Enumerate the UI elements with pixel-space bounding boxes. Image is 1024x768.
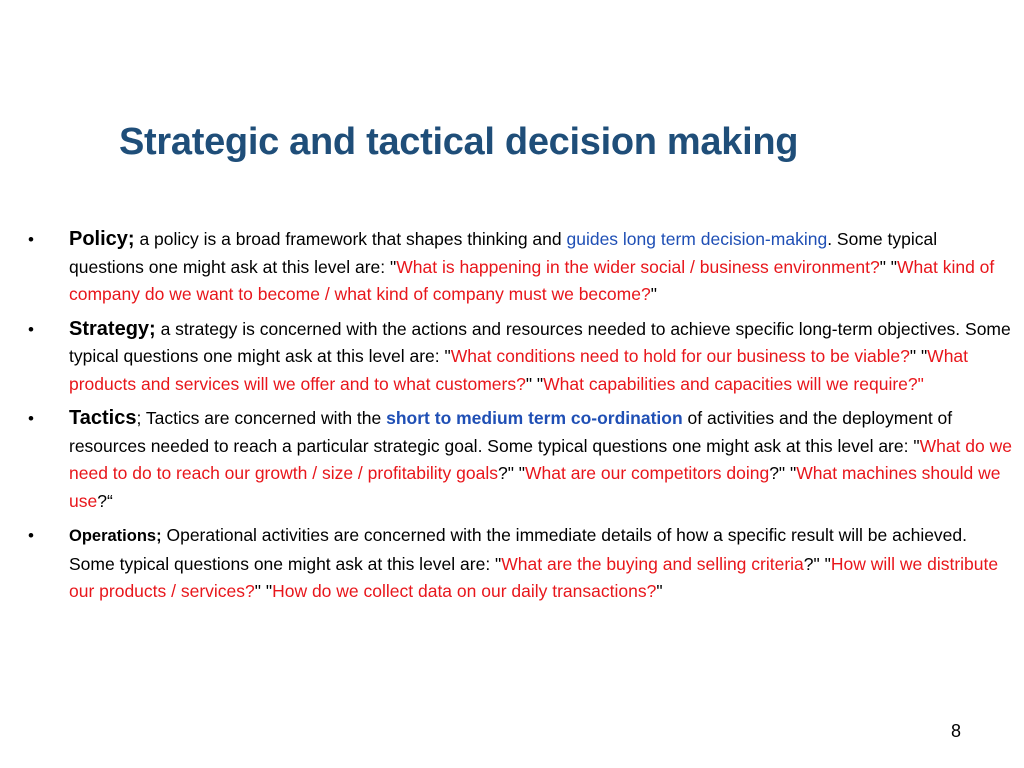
strategy-text-1: a strategy is concerned with the actions and resources needed to achieve specific long-term objectives. Some typical questions one might ask at this level are: " xyxy=(69,318,1011,366)
term-policy: Policy; xyxy=(69,228,135,250)
strategy-text-3: " " xyxy=(525,373,544,394)
strategy-question-1: What conditions need to hold for our business to be viable? xyxy=(450,346,910,366)
policy-text-2: . Some typical questions one might ask at this level are: " xyxy=(69,229,938,277)
operations-text-1: Operational activities are concerned with the immediate details of how a specific result will be achieved. Some typical questions one might ask at this level are: " xyxy=(69,525,968,574)
tactics-text-3: ?" " xyxy=(498,463,526,483)
bullet-tactics xyxy=(26,405,1016,515)
strategy-question-3: What capabilities and capacities will we require?" xyxy=(543,373,924,394)
policy-highlight: guides long term decision-making xyxy=(566,229,828,249)
strategy-text-2: " " xyxy=(909,346,928,366)
bullet-dot: • xyxy=(28,319,34,339)
tactics-highlight: short to medium term co-ordination xyxy=(386,408,683,428)
strategy-question-2: What products and services will we offer and to what customers? xyxy=(69,346,969,394)
policy-text-3: " " xyxy=(879,256,897,277)
policy-text-4: " xyxy=(650,284,657,304)
operations-text-4: " xyxy=(656,581,663,601)
tactics-question-3: What machines should we use xyxy=(69,463,1001,511)
operations-text-3: " " xyxy=(254,581,273,601)
operations-question-1: What are the buying and selling criteria xyxy=(501,553,804,574)
policy-text-1: a policy is a broad framework that shapes thinking and xyxy=(134,229,567,249)
operations-text-2: ?" " xyxy=(803,553,831,574)
bullet-dot: • xyxy=(28,526,34,545)
term-operations: Operations; xyxy=(69,527,162,545)
tactics-question-1: What do we need to do to reach our growth / size / profitability goals xyxy=(69,435,1012,483)
bullet-list xyxy=(26,226,1016,613)
policy-question-1: What is happening in the wider social / business environment? xyxy=(396,256,880,277)
term-tactics: Tactics xyxy=(69,407,137,429)
bullet-operations xyxy=(26,522,1016,606)
operations-question-3: How do we collect data on our daily transactions? xyxy=(272,581,657,601)
bullet-dot: • xyxy=(28,230,34,249)
tactics-text-4: ?" " xyxy=(769,463,797,483)
page-number: 8 xyxy=(951,721,962,741)
policy-question-2: What kind of company do we want to become / what kind of company must we become? xyxy=(69,256,995,304)
operations-question-2: How will we distribute our products / services? xyxy=(69,553,999,601)
term-strategy: Strategy; xyxy=(69,317,156,340)
bullet-policy xyxy=(26,226,1016,309)
tactics-text-1: ; Tactics are concerned with the xyxy=(136,408,387,428)
slide-title: Strategic and tactical decision making xyxy=(119,121,799,163)
bullet-dot: • xyxy=(28,409,34,428)
tactics-text-2: of activities and the deployment of resources needed to reach a particular strategic goal. Some typical questions one might ask at this level are: " xyxy=(69,408,953,456)
bullet-strategy xyxy=(26,316,1016,399)
tactics-text-5: ?“ xyxy=(97,490,113,511)
tactics-question-2: What are our competitors doing xyxy=(525,463,770,483)
